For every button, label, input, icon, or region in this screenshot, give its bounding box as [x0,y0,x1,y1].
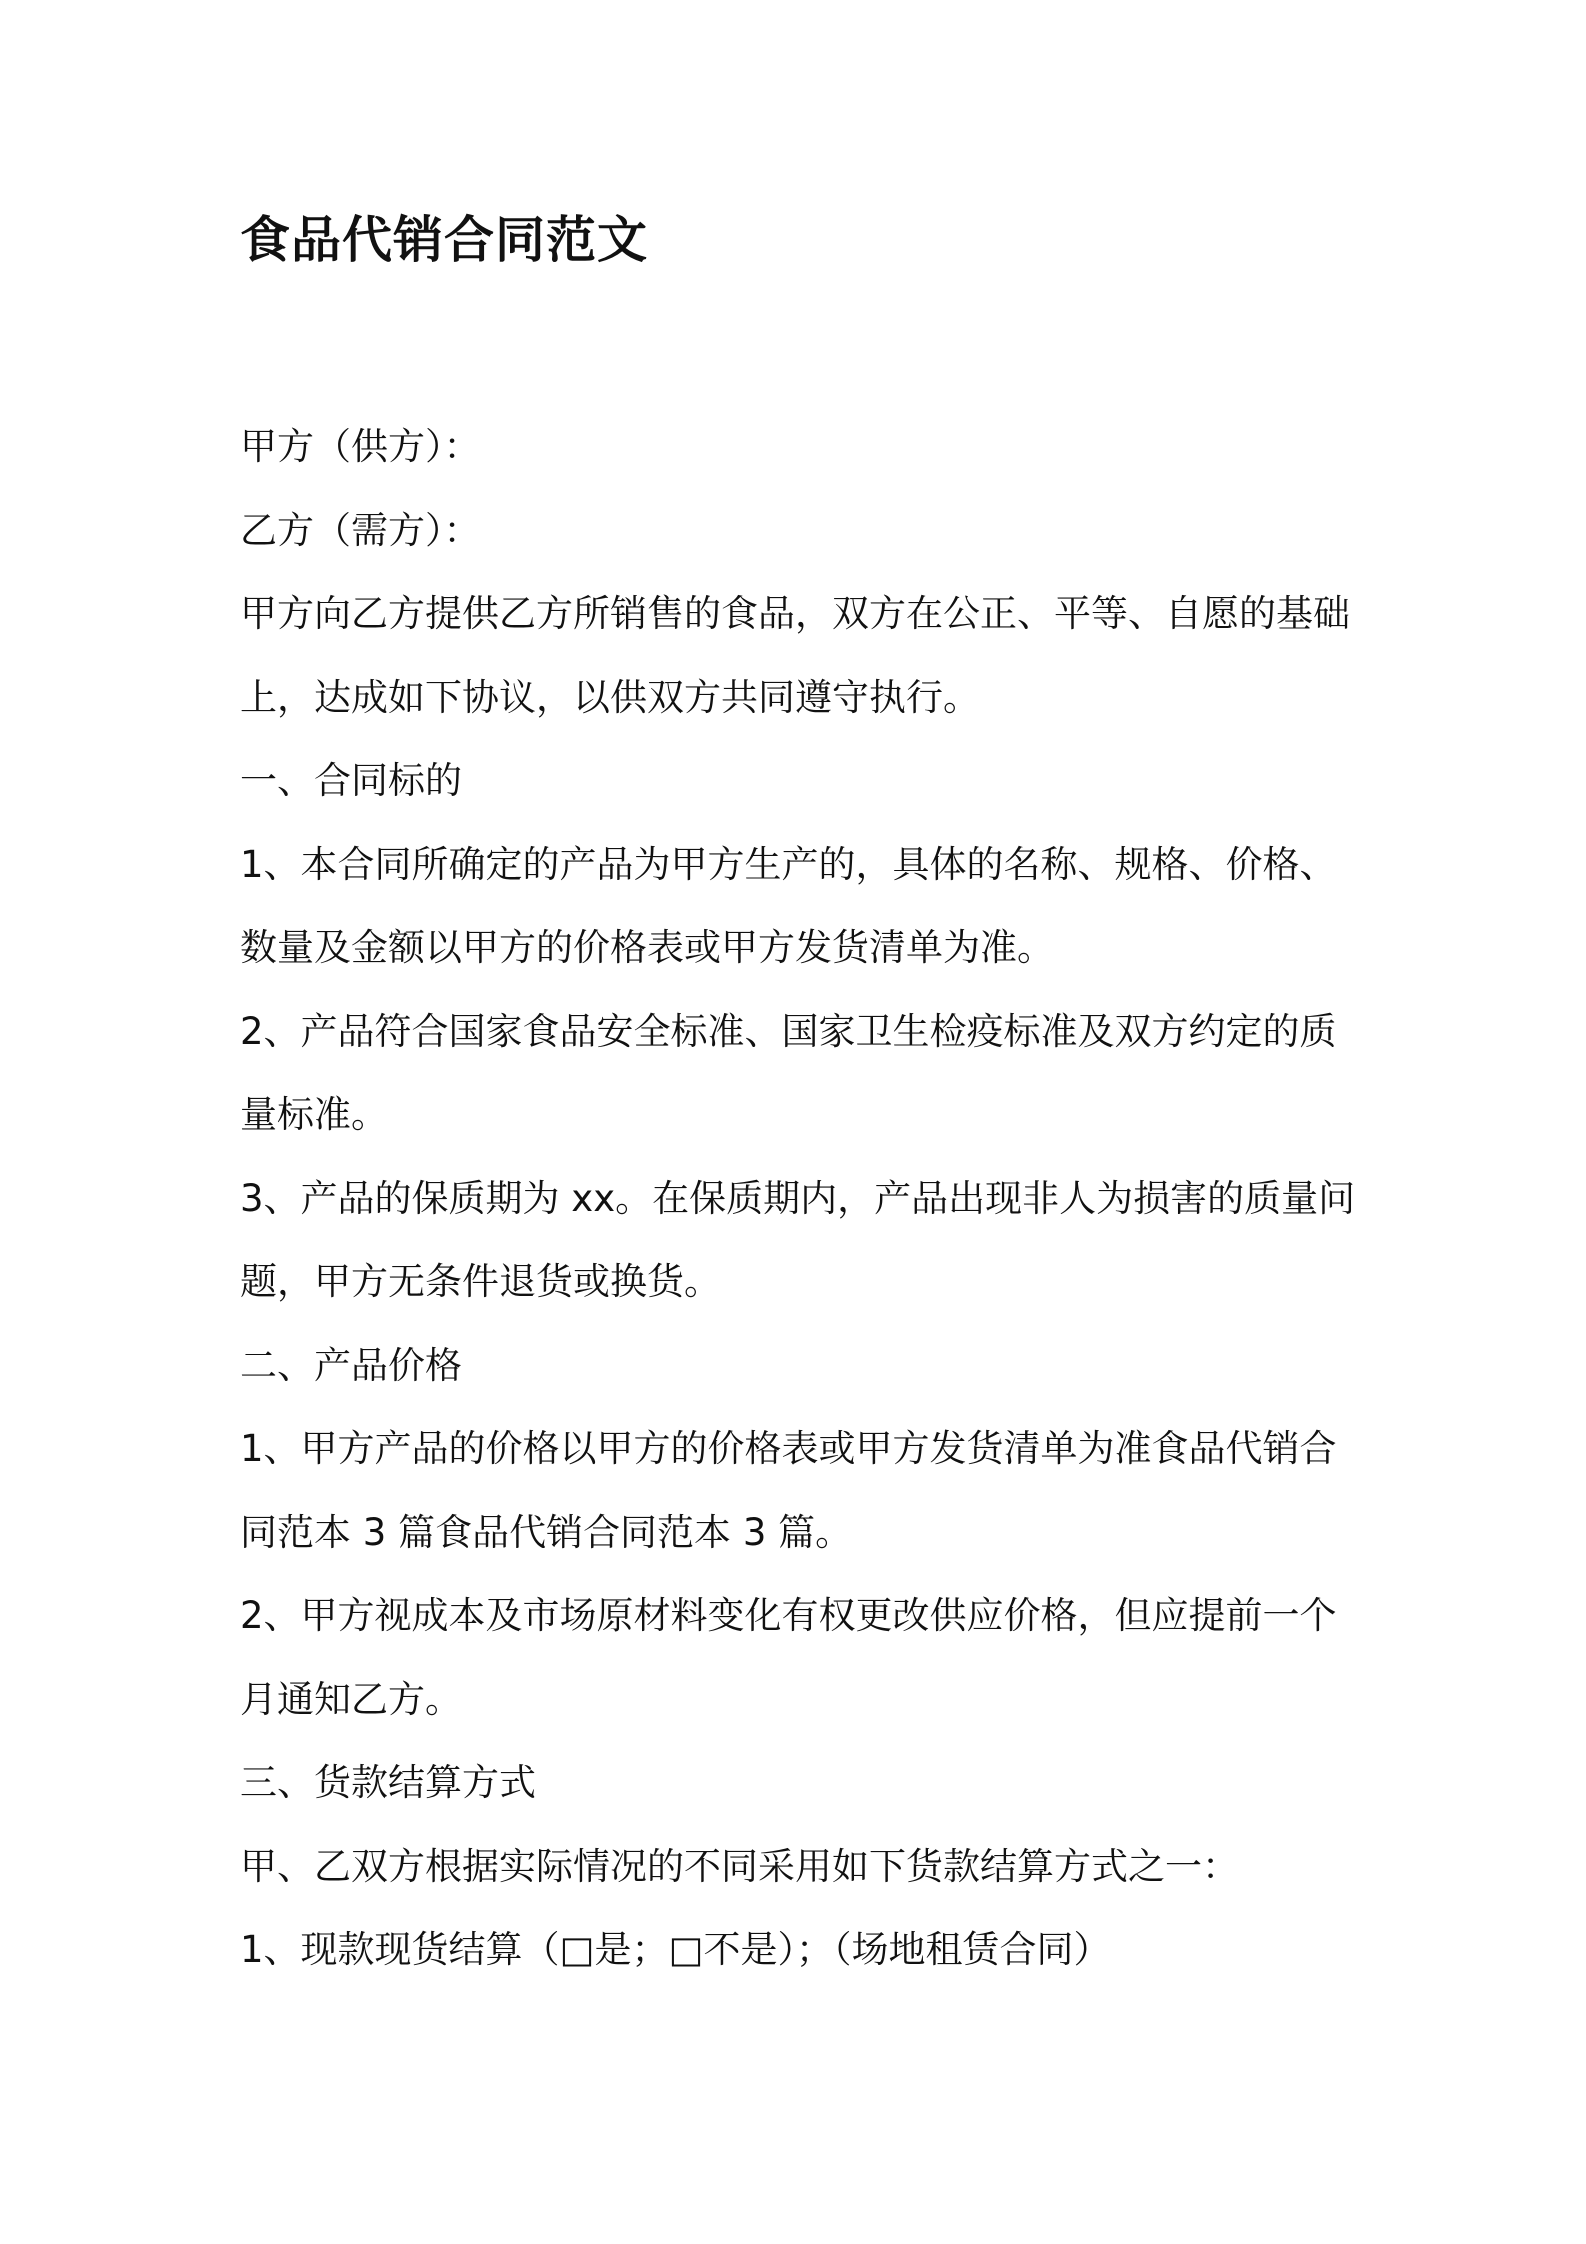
section-heading: 三、货款结算方式 [240,1761,536,1804]
section-heading: 二、产品价格 [240,1343,462,1387]
document-title: 食品代销合同范文 [240,211,648,269]
text-line: 同范本 3 篇食品代销合同范本 3 篇。 [240,1510,853,1554]
text-line: 1、本合同所确定的产品为甲方生产的，具体的名称、规格、价格、 [240,842,1337,886]
text-line: 数量及金额以甲方的价格表或甲方发货清单为准。 [240,926,1054,969]
text-line: 2、产品符合国家食品安全标准、国家卫生检疫标准及双方约定的质 [240,1009,1337,1053]
text-line: 题，甲方无条件退货或换货。 [240,1260,721,1303]
text-line: 上，达成如下协议，以供双方共同遵守执行。 [240,675,980,719]
text-line: 甲方（供方）： [240,425,481,468]
document-body [240,405,1360,1992]
text-line: 1、甲方产品的价格以甲方的价格表或甲方发货清单为准食品代销合 [240,1427,1337,1470]
text-line: 量标准。 [240,1093,388,1136]
text-line: 2、甲方视成本及市场原材料变化有权更改供应价格，但应提前一个 [240,1594,1337,1637]
section-heading: 一、合同标的 [240,759,462,802]
text-line: 乙方（需方）： [240,508,481,552]
text-line: 甲、乙双方根据实际情况的不同采用如下货款结算方式之一： [240,1844,1239,1888]
text-line: 3、产品的保质期为 xx。在保质期内，产品出现非人为损害的质量问 [240,1176,1356,1220]
text-line: 1、现款现货结算（□是；□不是）；（场地租赁合同） [240,1928,1111,1971]
text-line: 月通知乙方。 [240,1677,462,1721]
text-line: 甲方向乙方提供乙方所销售的食品，双方在公正、平等、自愿的基础 [240,592,1350,635]
